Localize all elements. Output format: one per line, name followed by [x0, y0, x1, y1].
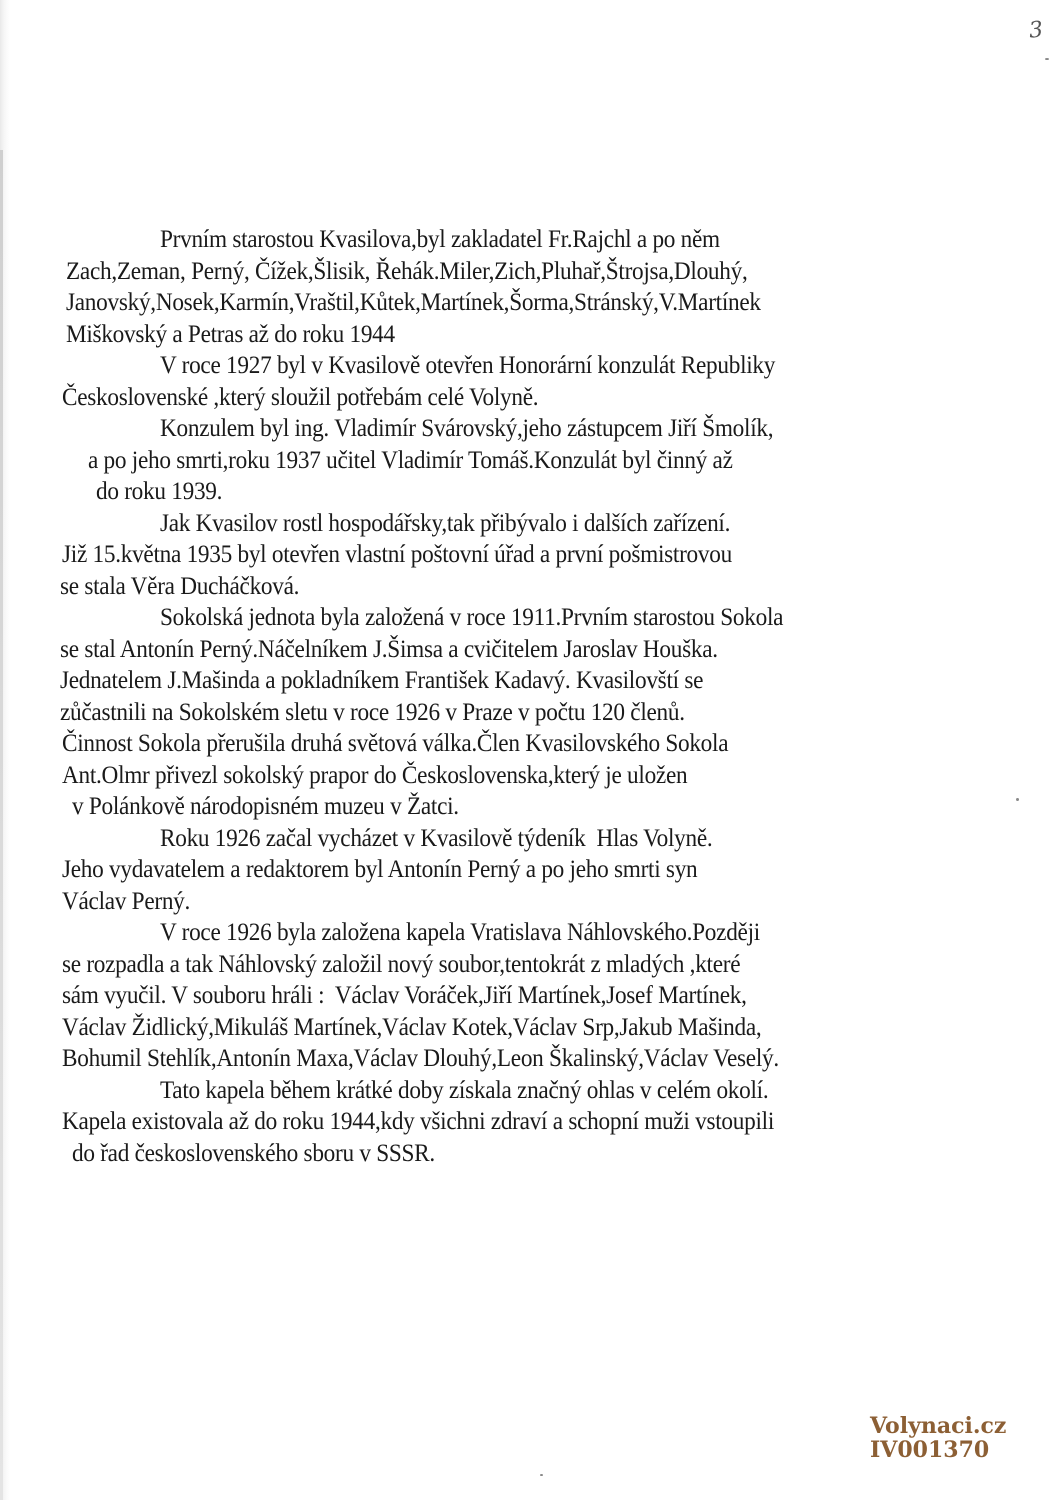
document-line: Prvním starostou Kvasilova,byl zakladatel Fr.Rajchl a po něm	[159, 226, 720, 253]
document-line: V roce 1927 byl v Kvasilově otevřen Honorární konzulát Republiky	[159, 352, 776, 379]
document-line: Československé ,který sloužil potřebám celé Volyně.	[61, 383, 539, 411]
watermark-site: Volynaci.cz	[870, 1413, 1007, 1439]
document-line: se stal Antonín Perný.Náčelníkem J.Šimsa a cvičitelem Jaroslav Houška.	[59, 635, 718, 663]
scan-speck	[1016, 798, 1019, 801]
document-line: Jak Kvasilov rostl hospodářsky,tak přibývalo i dalších zařízení.	[159, 509, 731, 537]
document-line: zůčastnili na Sokolském sletu v roce 1926 v Praze v počtu 120 členů.	[59, 698, 685, 726]
document-line: Jeho vydavatelem a redaktorem byl Antonín Perný a po jeho smrti syn	[61, 856, 698, 883]
document-line: Tato kapela během krátké doby získala značný ohlas v celém okolí.	[159, 1076, 769, 1104]
document-body	[0, 224, 987, 1169]
scan-speck	[1045, 58, 1049, 60]
document-line: Kapela existovala až do roku 1944,kdy všichni zdraví a schopní muži vstoupili	[61, 1108, 775, 1135]
document-line: V roce 1926 byla založena kapela Vratislava Náhlovského.Později	[159, 919, 760, 946]
document-line: Činnost Sokola přerušila druhá světová válka.Člen Kvasilovského Sokola	[61, 730, 729, 757]
document-line: v Polánkově národopisném muzeu v Žatci.	[71, 793, 459, 820]
document-line: do roku 1939.	[95, 478, 223, 505]
watermark	[870, 1414, 1006, 1462]
document-line: Ant.Olmr přivezl sokolský prapor do Československa,který je uložen	[61, 761, 688, 789]
document-line: Jednatelem J.Mašinda a pokladníkem František Kadavý. Kvasilovští se	[59, 667, 704, 694]
document-line: Miškovský a Petras až do roku 1944	[65, 320, 395, 348]
watermark-id: IV001370	[870, 1437, 990, 1463]
document-line: Václav Perný.	[61, 887, 191, 915]
handwritten-page-number: 3	[1027, 17, 1045, 44]
document-line: Již 15.května 1935 byl otevřen vlastní poštovní úřad a první pošmistrovou	[61, 541, 732, 568]
document-line: Roku 1926 začal vycházet v Kvasilově týdeník Hlas Volyně.	[159, 824, 713, 852]
document-line: Václav Židlický,Mikuláš Martínek,Václav Kotek,Václav Srp,Jakub Mašinda,	[61, 1013, 762, 1041]
document-line: do řad československého sboru v SSSR.	[71, 1139, 435, 1167]
document-line: se rozpadla a tak Náhlovský založil nový soubor,tentokrát z mladých ,které	[61, 950, 741, 978]
document-line: se stala Věra Ducháčková.	[59, 572, 300, 600]
document-line: Zach,Zeman, Perný, Čížek,Šlisik, Řehák.Miler,Zich,Pluhař,Štrojsa,Dlouhý,	[65, 257, 748, 285]
document-line: Sokolská jednota byla založená v roce 1911.Prvním starostou Sokola	[159, 604, 784, 631]
document-line: Konzulem byl ing. Vladimír Svárovský,jeho zástupcem Jiří Šmolík,	[159, 415, 774, 442]
document-line: Bohumil Stehlík,Antonín Maxa,Václav Dlouhý,Leon Škalinský,Václav Veselý.	[61, 1045, 779, 1072]
document-line: sám vyučil. V souboru hráli : Václav Voráček,Jiří Martínek,Josef Martínek,	[61, 982, 747, 1009]
document-line: a po jeho smrti,roku 1937 učitel Vladimír Tomáš.Konzulát byl činný až	[87, 446, 733, 474]
document-line: Janovský,Nosek,Karmín,Vraštil,Kůtek,Martínek,Šorma,Stránský,V.Martínek	[65, 289, 761, 316]
scan-speck	[540, 1474, 543, 1476]
